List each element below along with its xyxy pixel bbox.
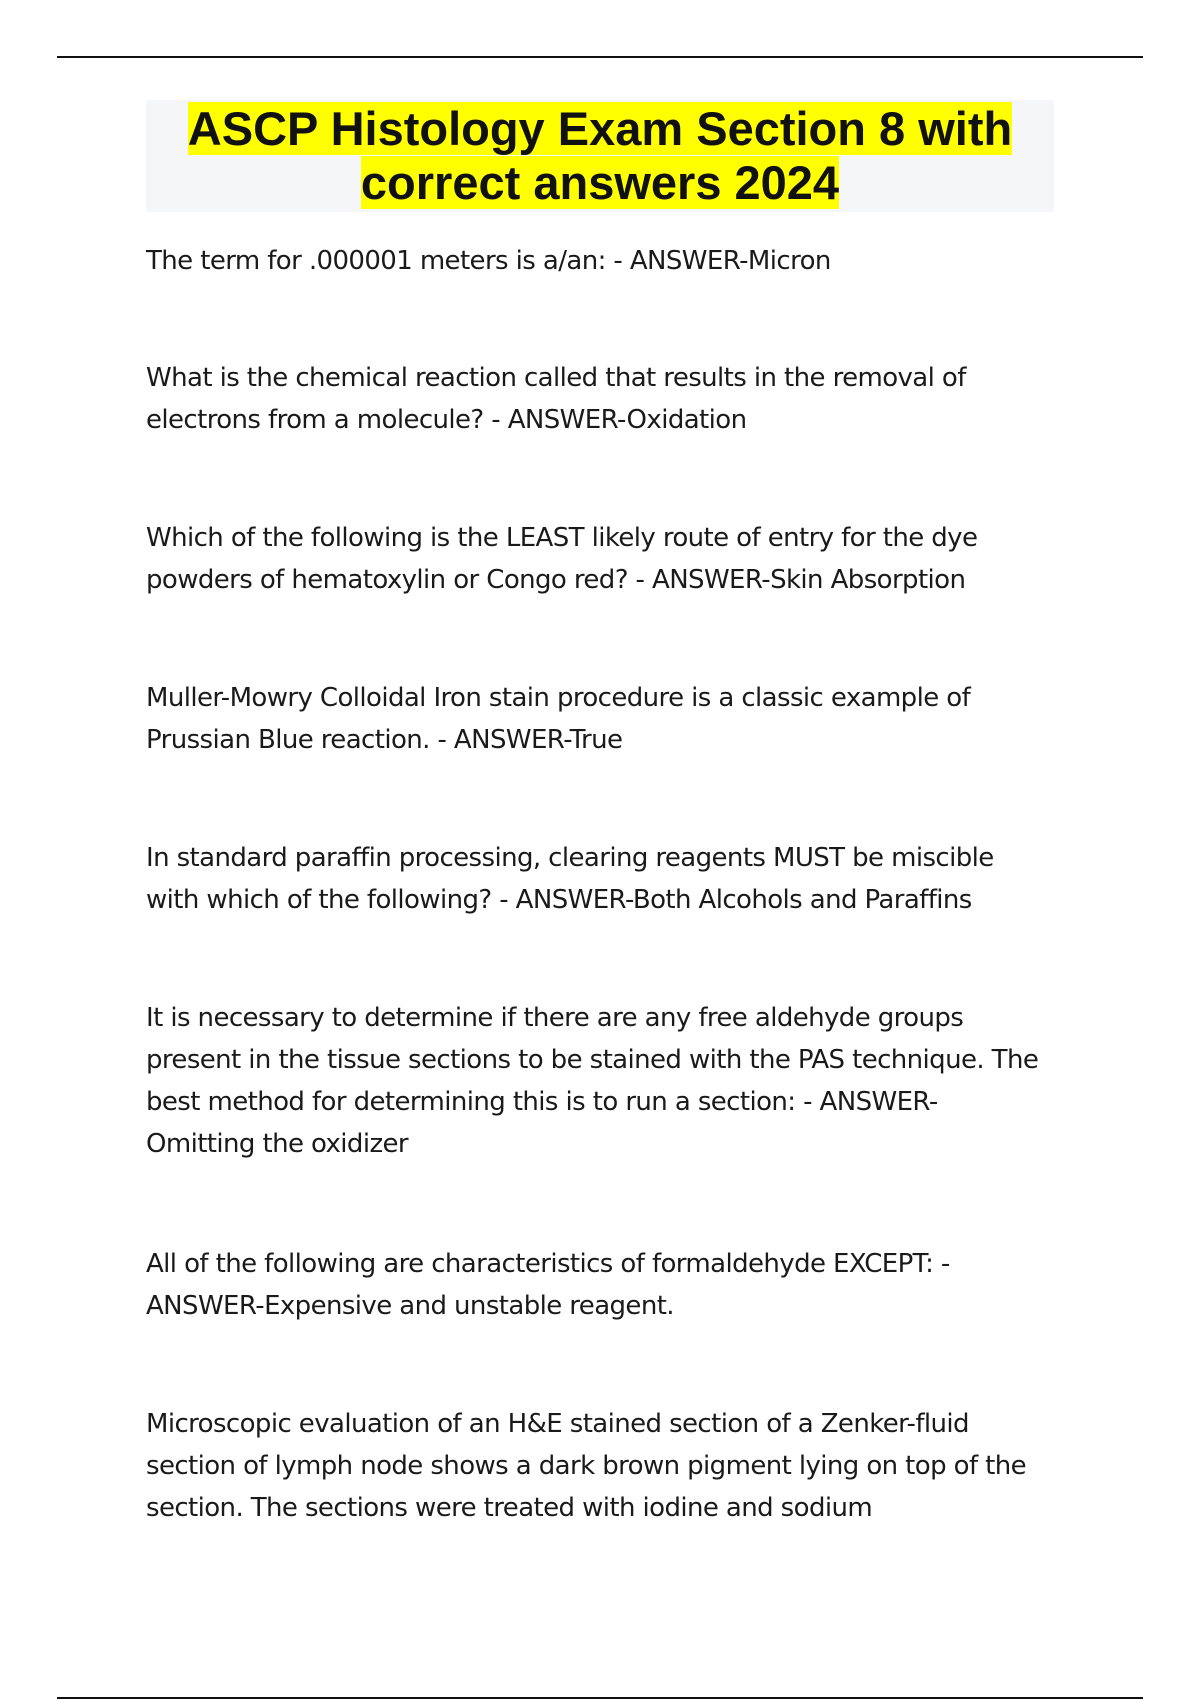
qa-item-8: Microscopic evaluation of an H&E stained section of a Zenker-fluid section of lymph node shows a dark brown pigment lying on top of the section. The sections were treated with iodine and sodium (146, 1409, 1027, 1523)
top-divider (57, 56, 1143, 58)
page-title: ASCP Histology Exam Section 8 with correct answers 2024 (187, 102, 1013, 209)
title-banner (146, 100, 1054, 212)
qa-item-3: Which of the following is the LEAST likely route of entry for the dye powders of hematoxylin or Congo red? - ANSWER-Skin Absorption (146, 523, 978, 595)
qa-item-4: Muller-Mowry Colloidal Iron stain procedure is a classic example of Prussian Blue reaction. - ANSWER-True (146, 683, 971, 755)
qa-item-7: All of the following are characteristics of formaldehyde EXCEPT: - ANSWER-Expensive and unstable reagent. (146, 1249, 950, 1321)
qa-item-6: It is necessary to determine if there are any free aldehyde groups present in the tissue sections to be stained with the PAS technique. The best method for determining this is to run a section: - ANSWER-Omitting the oxidizer (146, 1003, 1039, 1159)
qa-item-2: What is the chemical reaction called that results in the removal of electrons from a molecule? - ANSWER-Oxidation (146, 363, 966, 435)
bottom-divider (57, 1697, 1143, 1699)
qa-item-1: The term for .000001 meters is a/an: - ANSWER-Micron (146, 246, 831, 276)
qa-item-5: In standard paraffin processing, clearing reagents MUST be miscible with which of the following? - ANSWER-Both Alcohols and Paraffins (146, 843, 994, 915)
